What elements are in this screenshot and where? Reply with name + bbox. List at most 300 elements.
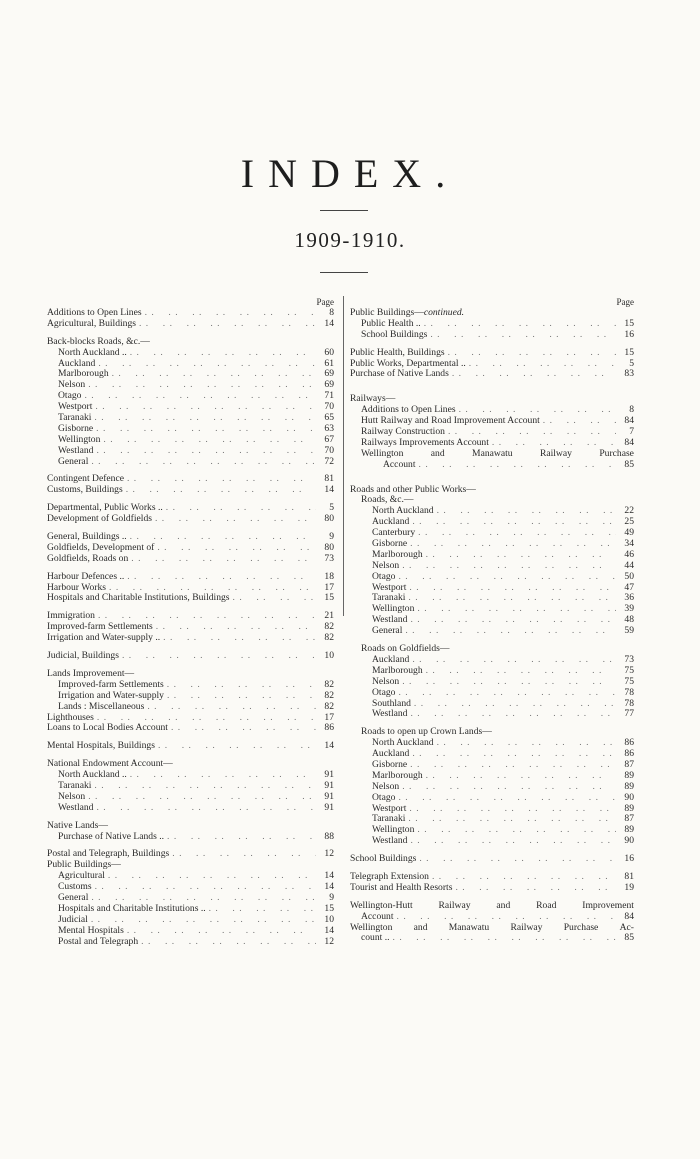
dot-leader <box>421 319 616 330</box>
index-entry <box>361 550 634 561</box>
index-entry <box>361 836 634 847</box>
entry-label: Contingent Defence <box>47 473 124 485</box>
entry-page: 70 <box>324 444 334 456</box>
index-entry <box>47 319 334 330</box>
entry-label: Telegraph Extension <box>350 870 429 882</box>
dot-leader <box>169 849 316 860</box>
entry-label: Public Health .. <box>361 317 421 329</box>
entry-page: 87 <box>624 813 634 825</box>
index-subheading: Roads, &c.— <box>361 494 414 506</box>
index-entry <box>47 882 334 893</box>
entry-page: 8 <box>629 404 634 416</box>
entry-page: 87 <box>624 758 634 770</box>
index-entry <box>361 626 634 637</box>
index-entry <box>361 561 634 572</box>
entry-label: Purchase of Native Lands .. <box>58 830 165 842</box>
entry-page: 34 <box>624 538 634 550</box>
entry-label: Purchase of Native Lands <box>350 368 449 380</box>
entry-label: Mental Hospitals <box>58 924 124 936</box>
index-entry <box>361 771 634 782</box>
entry-label: Nelson <box>372 780 400 792</box>
entry-label: Gisborne <box>58 422 94 434</box>
entry-page: 70 <box>324 401 334 413</box>
index-entry <box>47 369 334 380</box>
entry-label: Goldfields, Development of <box>47 541 155 553</box>
dot-leader <box>416 460 616 471</box>
dot-leader <box>124 474 316 485</box>
entry-page: 5 <box>329 502 334 514</box>
entry-label: Additions to Open Lines <box>361 404 456 416</box>
dot-leader <box>395 572 616 583</box>
dot-leader <box>88 457 316 468</box>
entry-label: Taranaki <box>58 412 92 424</box>
dot-leader <box>429 872 616 883</box>
entry-label: Mental Hospitals, Buildings <box>47 740 155 752</box>
index-heading: Roads and other Public Works— <box>350 483 476 495</box>
entry-page: 88 <box>324 830 334 842</box>
dot-leader <box>206 904 316 915</box>
dot-leader <box>93 424 316 435</box>
entry-page: 78 <box>624 686 634 698</box>
dot-leader <box>405 814 616 825</box>
dot-leader <box>390 933 616 944</box>
entry-page: 78 <box>624 697 634 709</box>
dot-leader <box>449 369 616 380</box>
entry-page: 89 <box>624 802 634 814</box>
entry-label: Customs, Buildings <box>47 484 123 496</box>
wrapped-word: Road <box>536 899 557 911</box>
dot-leader <box>164 691 316 702</box>
dot-leader <box>427 330 616 341</box>
entry-label: Nelson <box>58 790 86 802</box>
dot-leader <box>407 760 616 771</box>
dot-leader <box>405 593 616 604</box>
dot-leader <box>414 825 616 836</box>
entry-label: Railways Improvements Account <box>361 436 489 448</box>
index-entry <box>47 651 334 662</box>
entry-label: Otago <box>372 570 396 582</box>
entry-label: Wellington <box>372 824 415 836</box>
entry-label: Judicial <box>58 913 88 925</box>
index-entry <box>47 803 334 814</box>
index-entry <box>361 782 634 793</box>
entry-page: 10 <box>324 650 334 662</box>
entry-page: 46 <box>624 548 634 560</box>
column-divider <box>343 296 344 616</box>
index-entry <box>47 741 334 752</box>
entry-page: 39 <box>624 603 634 615</box>
entry-label: Marlborough <box>58 368 109 380</box>
index-entry <box>361 666 634 677</box>
index-entry <box>350 933 634 944</box>
entry-label: Hutt Railway and Road Improvement Account <box>361 415 540 427</box>
wrapped-word: and <box>430 447 445 459</box>
entry-page: 89 <box>624 824 634 836</box>
right-column <box>350 297 634 944</box>
entry-page: 21 <box>324 610 334 622</box>
years-rule <box>320 272 368 273</box>
dot-leader <box>100 435 316 446</box>
entry-label: Nelson <box>372 675 400 687</box>
entry-page: 73 <box>324 552 334 564</box>
index-heading: Public Buildings—continued. <box>350 307 465 318</box>
entry-page: 81 <box>624 870 634 882</box>
entry-page: 91 <box>324 779 334 791</box>
entry-label: Wellington <box>372 603 415 615</box>
dot-leader <box>109 369 316 380</box>
index-entry <box>47 485 334 496</box>
entry-label: General <box>58 455 89 467</box>
index-entry <box>47 572 334 583</box>
entry-page: 84 <box>624 436 634 448</box>
entry-label: Public Works, Departmental .. <box>350 357 466 369</box>
dot-leader <box>168 723 316 734</box>
index-subheading: Roads on Goldfields— <box>361 643 450 655</box>
index-heading: Lands Improvement— <box>47 667 135 679</box>
entry-label: Irrigation and Water-supply .. <box>47 632 161 644</box>
dot-leader <box>127 532 316 543</box>
entry-page: 15 <box>324 592 334 604</box>
index-entry <box>47 702 334 713</box>
index-entry <box>350 912 634 923</box>
index-entry <box>47 633 334 644</box>
dot-leader <box>124 926 316 937</box>
entry-label: North Auckland .. <box>58 346 127 358</box>
entry-label: Immigration <box>47 610 95 622</box>
dot-leader <box>407 539 616 550</box>
index-entry <box>361 572 634 583</box>
wrapped-entry <box>350 901 634 912</box>
dot-leader <box>230 593 316 604</box>
index-entry <box>350 854 634 865</box>
dot-leader <box>395 793 616 804</box>
index-entry <box>361 709 634 720</box>
entry-page: 91 <box>324 790 334 802</box>
index-entry <box>361 793 634 804</box>
entry-page: 85 <box>624 932 634 944</box>
entry-label: Taranaki <box>58 779 92 791</box>
entry-page: 82 <box>324 621 334 633</box>
dot-leader <box>445 348 616 359</box>
index-entry <box>350 348 634 359</box>
entry-label: Judicial, Buildings <box>47 650 119 662</box>
entry-label: Railway Construction <box>361 426 445 438</box>
entry-label: Agricultural <box>58 870 105 882</box>
entry-label: Auckland <box>58 357 96 369</box>
entry-label: Hospitals and Charitable Institutions, Buildings <box>47 592 230 604</box>
entry-page: 59 <box>624 625 634 637</box>
entry-label: Additions to Open Lines <box>47 307 142 318</box>
entry-label: Postal and Telegraph <box>58 935 139 947</box>
entry-page: 60 <box>324 346 334 358</box>
entry-label: School Buildings <box>350 853 417 865</box>
dot-leader <box>163 503 316 514</box>
entry-page: 50 <box>624 570 634 582</box>
entry-label: Harbour Defences .. <box>47 570 125 582</box>
wrapped-word: Wellington <box>361 447 404 459</box>
dot-leader <box>452 883 616 894</box>
entry-page: 84 <box>624 415 634 427</box>
dot-leader <box>91 413 316 424</box>
dot-leader <box>434 506 616 517</box>
dot-leader <box>138 937 316 948</box>
dot-leader <box>423 550 616 561</box>
entry-label: Wellington <box>58 433 101 445</box>
entry-label: Account <box>383 458 416 470</box>
index-entry <box>47 691 334 702</box>
dot-leader <box>164 680 316 691</box>
entry-page: 25 <box>624 516 634 528</box>
dot-leader <box>123 485 316 496</box>
entry-page: 63 <box>324 422 334 434</box>
dot-leader <box>124 572 316 583</box>
dot-leader <box>93 803 316 814</box>
entry-page: 81 <box>324 473 334 485</box>
entry-label: Westland <box>58 801 94 813</box>
entry-page: 67 <box>324 433 334 445</box>
index-entry <box>47 781 334 792</box>
dot-leader <box>415 528 616 539</box>
dot-leader <box>95 359 316 370</box>
entry-page: 91 <box>324 769 334 781</box>
index-entry <box>47 446 334 457</box>
entry-page: 36 <box>624 592 634 604</box>
index-entry <box>47 380 334 391</box>
entry-page: 18 <box>324 570 334 582</box>
dot-leader <box>127 770 316 781</box>
index-entry <box>47 926 334 937</box>
dot-leader <box>540 416 616 427</box>
entry-label: Gisborne <box>372 758 408 770</box>
index-entry <box>361 688 634 699</box>
entry-page: 47 <box>624 581 634 593</box>
wrapped-word: Railway <box>510 921 543 933</box>
entry-page: 85 <box>624 458 634 470</box>
entry-label: North Auckland <box>372 737 434 749</box>
entry-page: 61 <box>324 357 334 369</box>
entry-label: Account <box>361 910 394 922</box>
index-heading: Public Buildings— <box>47 859 121 871</box>
entry-label: Westland <box>58 444 94 456</box>
dot-leader <box>466 359 616 370</box>
dot-leader <box>423 771 616 782</box>
wrapped-word: Manawatu <box>448 921 490 933</box>
title-rule <box>320 210 368 211</box>
entry-label: Harbour Works <box>47 581 107 593</box>
dot-leader <box>411 699 616 710</box>
dot-leader <box>423 666 616 677</box>
entry-page: 86 <box>624 737 634 749</box>
entry-page: 12 <box>324 848 334 860</box>
entry-page: 14 <box>324 317 334 329</box>
dot-leader <box>152 514 316 525</box>
entry-label: Customs <box>58 881 92 893</box>
page-column-label: Page <box>616 297 634 307</box>
dot-leader <box>409 517 616 528</box>
entry-page: 75 <box>624 664 634 676</box>
entry-page: 8 <box>329 307 334 318</box>
entry-page: 73 <box>624 653 634 665</box>
dot-leader <box>153 622 316 633</box>
index-heading: Back-blocks Roads, &c.— <box>47 335 150 347</box>
entry-page: 17 <box>324 711 334 723</box>
dot-leader <box>92 882 316 893</box>
entry-page: 15 <box>324 902 334 914</box>
wrapped-word: and <box>496 899 511 911</box>
index-entry <box>350 883 634 894</box>
dot-leader <box>91 781 316 792</box>
entry-page: 49 <box>624 527 634 539</box>
entry-page: 10 <box>324 913 334 925</box>
entry-label: Agricultural, Buildings <box>47 317 136 329</box>
index-entry <box>47 723 334 734</box>
wrapped-entry <box>350 923 634 934</box>
entry-label: Nelson <box>58 379 86 391</box>
wrapped-word: Wellington <box>350 921 393 933</box>
entry-page: 14 <box>324 924 334 936</box>
entry-label: Irrigation and Water-supply <box>58 689 164 701</box>
entry-page: 48 <box>624 614 634 626</box>
entry-page: 69 <box>324 379 334 391</box>
entry-page: 91 <box>324 801 334 813</box>
dot-leader <box>399 782 616 793</box>
entry-label: General <box>58 891 89 903</box>
dot-leader <box>394 912 616 923</box>
dot-leader <box>105 871 316 882</box>
entry-label: Auckland <box>372 516 410 528</box>
index-subheading: Roads to open up Crown Lands— <box>361 726 492 738</box>
entry-page: 77 <box>624 708 634 720</box>
dot-leader <box>409 655 616 666</box>
entry-page: 14 <box>324 870 334 882</box>
entry-label: Hospitals and Charitable Institutions .. <box>58 902 206 914</box>
wrapped-word: and <box>413 921 428 933</box>
entry-label: School Buildings <box>361 328 428 340</box>
entry-label: North Auckland <box>372 505 434 517</box>
year-range: 1909-1910. <box>294 228 406 252</box>
dot-leader <box>406 804 616 815</box>
entry-label: Westland <box>372 835 408 847</box>
entry-page: 7 <box>629 426 634 438</box>
entry-label: Marlborough <box>372 769 423 781</box>
entry-label: Goldfields, Roads on <box>47 552 129 564</box>
entry-label: Postal and Telegraph, Buildings <box>47 848 170 860</box>
entry-page: 82 <box>324 678 334 690</box>
entry-page: 9 <box>329 891 334 903</box>
dot-leader <box>154 543 316 554</box>
entry-label: Westland <box>372 614 408 626</box>
entry-label: count .. <box>361 932 390 944</box>
entry-page: 14 <box>324 740 334 752</box>
dot-leader <box>160 633 316 644</box>
entry-page: 72 <box>324 455 334 467</box>
dot-leader <box>85 380 316 391</box>
dot-leader <box>81 391 316 402</box>
dot-leader <box>127 348 316 359</box>
dot-leader <box>142 308 316 319</box>
index-entry <box>47 348 334 359</box>
entry-label: Westport <box>372 581 407 593</box>
dot-leader <box>92 402 316 413</box>
entry-page: 14 <box>324 484 334 496</box>
dot-leader <box>407 709 616 720</box>
entry-label: Otago <box>372 791 396 803</box>
entry-page: 17 <box>324 581 334 593</box>
entry-page: 82 <box>324 689 334 701</box>
dot-leader <box>414 604 616 615</box>
left-column <box>47 297 334 947</box>
entry-label: Canterbury <box>372 527 416 539</box>
entry-label: Departmental, Public Works .. <box>47 502 163 514</box>
entry-page: 71 <box>324 390 334 402</box>
index-entry <box>47 593 334 604</box>
entry-label: Improved-farm Settlements <box>58 678 164 690</box>
entry-label: Improved-farm Settlements <box>47 621 153 633</box>
entry-page: 22 <box>624 505 634 517</box>
wrapped-word: Railway <box>438 899 471 911</box>
entry-label: Public Health, Buildings <box>350 346 445 358</box>
entry-label: Marlborough <box>372 664 423 676</box>
entry-label: Marlborough <box>372 548 423 560</box>
entry-label: Taranaki <box>372 813 406 825</box>
dot-leader <box>434 738 616 749</box>
dot-leader <box>395 688 616 699</box>
entry-label: Development of Goldfields <box>47 513 152 525</box>
dot-leader <box>402 626 616 637</box>
index-heading: Railways— <box>350 393 396 405</box>
index-title: INDEX. <box>240 151 460 196</box>
entry-page: 75 <box>624 675 634 687</box>
entry-page: 83 <box>624 368 634 380</box>
entry-page: 86 <box>624 748 634 760</box>
dot-leader <box>85 792 316 803</box>
index-entry <box>350 330 634 341</box>
dot-leader <box>407 615 616 626</box>
entry-page: 16 <box>624 328 634 340</box>
entry-label: Taranaki <box>372 592 406 604</box>
entry-label: Gisborne <box>372 538 408 550</box>
entry-page: 82 <box>324 632 334 644</box>
wrapped-word: Wellington-Hutt <box>350 899 413 911</box>
dot-leader <box>128 554 316 565</box>
wrapped-word: Purchase <box>599 447 634 459</box>
index-entry <box>361 677 634 688</box>
dot-leader <box>144 702 316 713</box>
entry-label: General, Buildings .. <box>47 531 127 543</box>
entry-label: Tourist and Health Resorts <box>350 881 453 893</box>
index-entry <box>47 514 334 525</box>
entry-page: 89 <box>624 780 634 792</box>
entry-label: Auckland <box>372 653 410 665</box>
dot-leader <box>399 677 616 688</box>
wrapped-word: Purchase <box>563 921 599 933</box>
index-entry <box>47 457 334 468</box>
dot-leader <box>93 446 316 457</box>
entry-page: 15 <box>624 346 634 358</box>
entry-label: North Auckland .. <box>58 769 127 781</box>
entry-label: Otago <box>58 390 82 402</box>
entry-label: Nelson <box>372 559 400 571</box>
index-entry <box>47 554 334 565</box>
index-entry <box>350 369 634 380</box>
entry-label: Loans to Local Bodies Account <box>47 722 168 734</box>
entry-label: General <box>372 625 403 637</box>
entry-page: 44 <box>624 559 634 571</box>
entry-label: Westport <box>58 401 93 413</box>
index-heading: Native Lands— <box>47 819 109 831</box>
entry-page: 84 <box>624 910 634 922</box>
entry-label: Lighthouses <box>47 711 94 723</box>
